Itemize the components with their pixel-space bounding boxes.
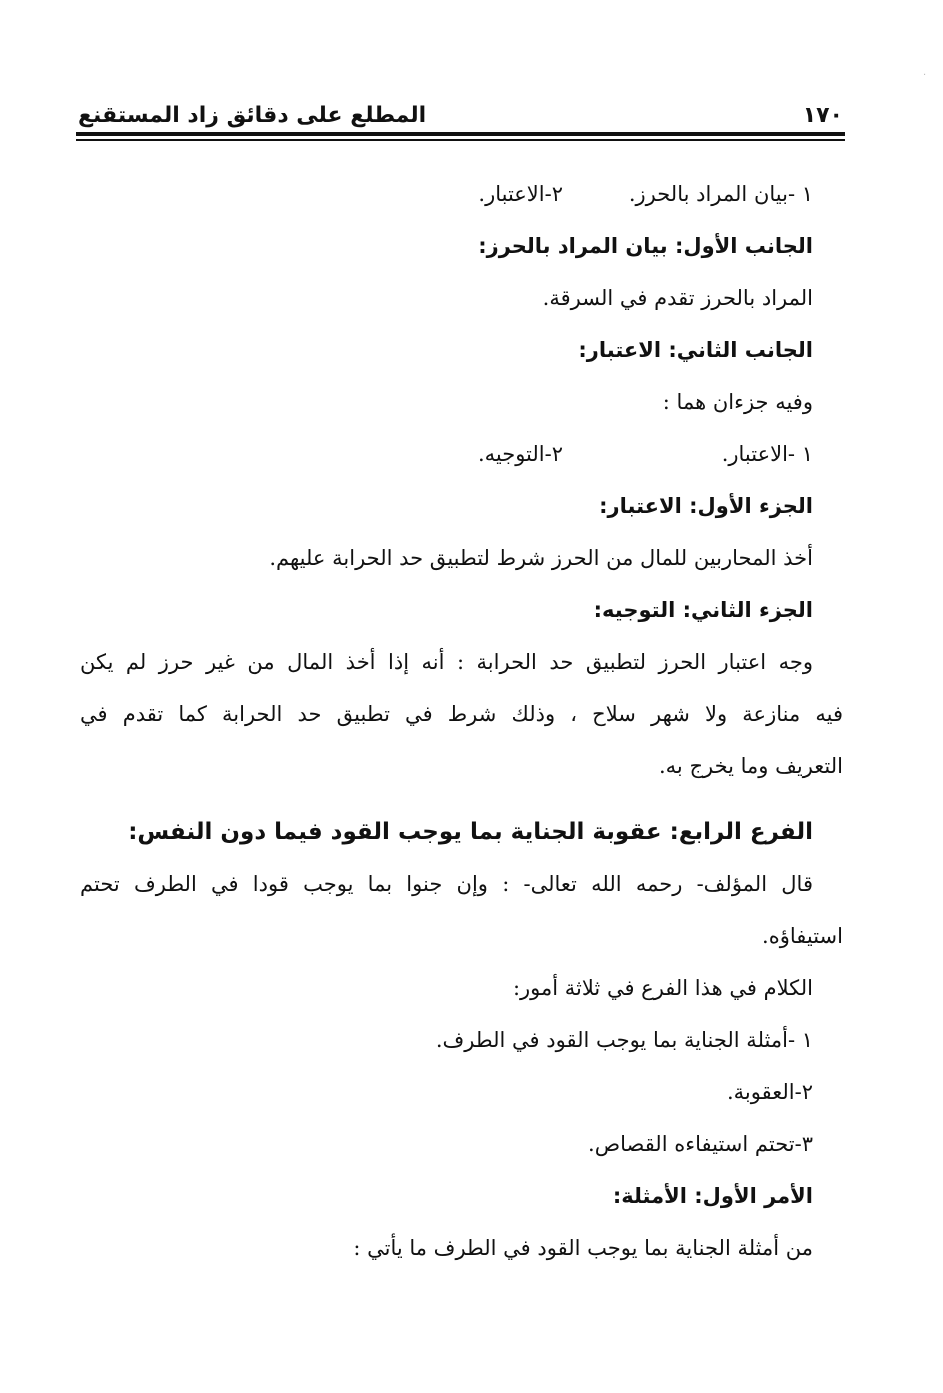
- list-item: ٢-التوجيه.: [477, 442, 563, 466]
- list-row-aspects: [80, 168, 843, 220]
- list-item: ٣-تحتم استيفاءه القصاص.: [588, 1132, 813, 1156]
- list-row-parts: [80, 428, 843, 480]
- section-heading: الجانب الثاني: الاعتبار:: [578, 338, 813, 362]
- book-title: المطلع على دقائق زاد المستقنع: [78, 103, 427, 128]
- subsection-heading: الفرع الرابع: عقوبة الجناية بما يوجب القود فيما دون النفس:: [128, 819, 813, 845]
- paragraph-line: قال المؤلف- رحمه الله تعالى- : وإن جنوا بما يوجب قودا في الطرف تحتم: [80, 872, 813, 896]
- list-item: ١ -أمثلة الجناية بما يوجب القود في الطرف.: [435, 1028, 813, 1052]
- paragraph-line: وجه اعتبار الحرز لتطبيق حد الحرابة : أنه إذا أخذ المال من غير حرز لم يكن: [80, 650, 813, 674]
- section-heading: الأمر الأول: الأمثلة:: [612, 1184, 813, 1208]
- page-header: [78, 100, 843, 128]
- page-body: [80, 168, 843, 1274]
- section-heading: الجزء الأول: الاعتبار:: [599, 494, 813, 518]
- paragraph: المراد بالحرز تقدم في السرقة.: [542, 286, 813, 310]
- paragraph-line: فيه منازعة ولا شهر سلاح ، وذلك شرط في تطبيق حد الحرابة كما تقدم في: [80, 702, 843, 726]
- paragraph: أخذ المحاربين للمال من الحرز شرط لتطبيق حد الحرابة عليهم.: [269, 546, 813, 570]
- list-item: ٢-العقوبة.: [727, 1080, 813, 1104]
- paragraph: وفيه جزءان هما :: [662, 390, 813, 414]
- paragraph-line: استيفاؤه.: [762, 924, 843, 948]
- list-item: ١ -بيان المراد بالحرز.: [628, 182, 813, 206]
- paragraph: من أمثلة الجناية بما يوجب القود في الطرف ما يأتي :: [353, 1236, 813, 1260]
- scan-mark: ·: [923, 70, 927, 81]
- list-item: ١ -الاعتبار.: [721, 442, 813, 466]
- header-rule-thick: [76, 132, 845, 136]
- header-rule-thin: [76, 139, 845, 141]
- page-number: ١٧٠: [802, 103, 843, 128]
- paragraph-line: التعريف وما يخرج به.: [658, 754, 843, 778]
- section-heading: الجزء الثاني: التوجيه:: [593, 598, 813, 622]
- list-item: ٢-الاعتبار.: [478, 182, 563, 206]
- paragraph: الكلام في هذا الفرع في ثلاثة أمور:: [512, 976, 813, 1000]
- section-heading: الجانب الأول: بيان المراد بالحرز:: [478, 234, 813, 258]
